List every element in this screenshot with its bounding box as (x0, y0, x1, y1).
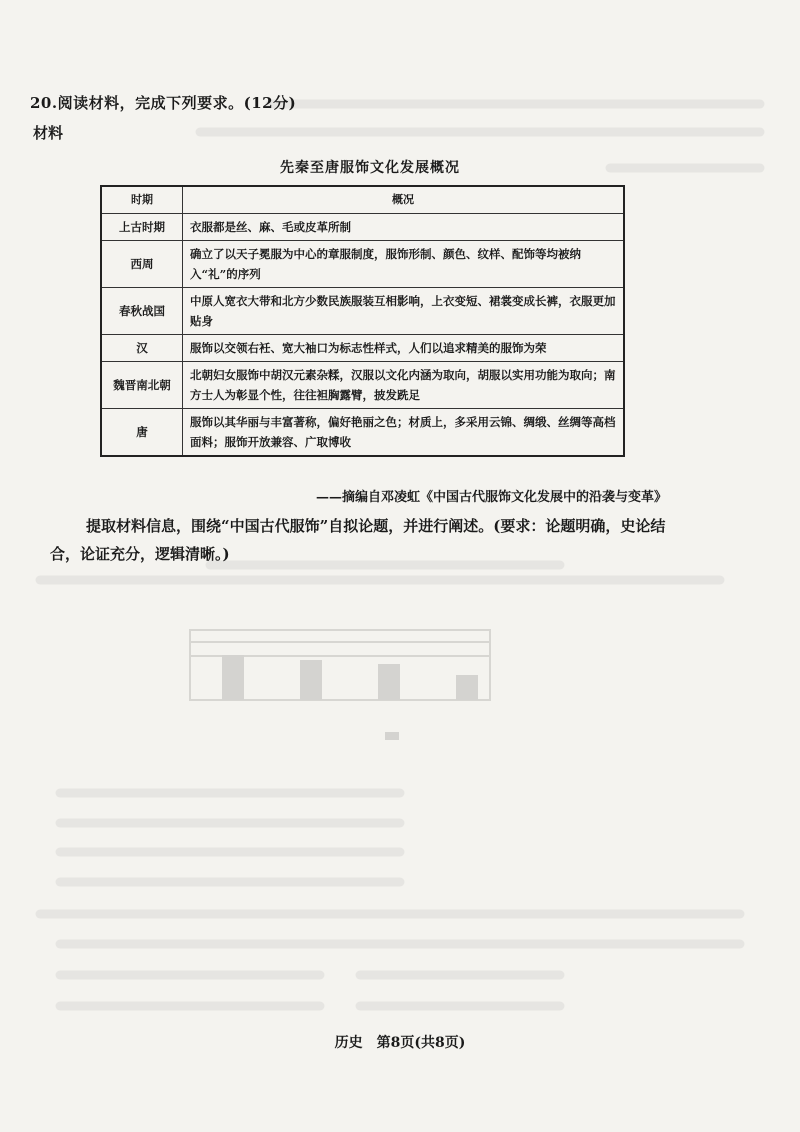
period-cell: 西周 (101, 241, 183, 288)
overview-cell: 确立了以天子冕服为中心的章服制度，服饰形制、颜色、纹样、配饰等均被纳入“礼”的序列 (183, 241, 625, 288)
period-cell: 上古时期 (101, 214, 183, 241)
column-header-period: 时期 (101, 186, 183, 214)
period-cell: 唐 (101, 409, 183, 457)
period-cell: 汉 (101, 335, 183, 362)
table-header-row (101, 186, 624, 214)
page-footer: 历史 第8页(共8页) (334, 1035, 466, 1051)
overview-cell: 服饰以其华丽与丰富著称，偏好艳丽之色；材质上，多采用云锦、绸缎、丝绸等高档面料；服饰开放兼容、广取博收 (183, 409, 625, 457)
column-header-overview: 概况 (183, 186, 625, 214)
question-heading: 20.阅读材料，完成下列要求。(12分) (30, 94, 297, 112)
table-row (101, 362, 624, 409)
overview-cell: 服饰以交领右衽、宽大袖口为标志性样式，人们以追求精美的服饰为荣 (183, 335, 625, 362)
overview-cell: 中原人宽衣大带和北方少数民族服装互相影响，上衣变短、裙裳变成长裤，衣服更加贴身 (183, 288, 625, 335)
period-cell: 魏晋南北朝 (101, 362, 183, 409)
overview-cell: 衣服都是丝、麻、毛或皮革所制 (183, 214, 625, 241)
question-prompt: 提取材料信息，围绕“中国古代服饰”自拟论题，并进行阐述。(要求：论题明确，史论结合，论证充分，逻辑清晰。) (50, 517, 666, 563)
table-row (101, 288, 624, 335)
table-row (101, 214, 624, 241)
period-cell: 春秋战国 (101, 288, 183, 335)
table-row (101, 409, 624, 457)
overview-cell: 北朝妇女服饰中胡汉元素杂糅，汉服以文化内涵为取向，胡服以实用功能为取向；南方士人为彰显个性，往往袒胸露臂，披发跣足 (183, 362, 625, 409)
clothing-history-table (100, 185, 625, 457)
table-row (101, 335, 624, 362)
material-label: 材料 (33, 124, 64, 142)
table-row (101, 241, 624, 288)
source-citation: ——摘编自邓凌虹《中国古代服饰文化发展中的沿袭与变革》 (315, 490, 667, 505)
table-title: 先秦至唐服饰文化发展概况 (280, 160, 460, 176)
